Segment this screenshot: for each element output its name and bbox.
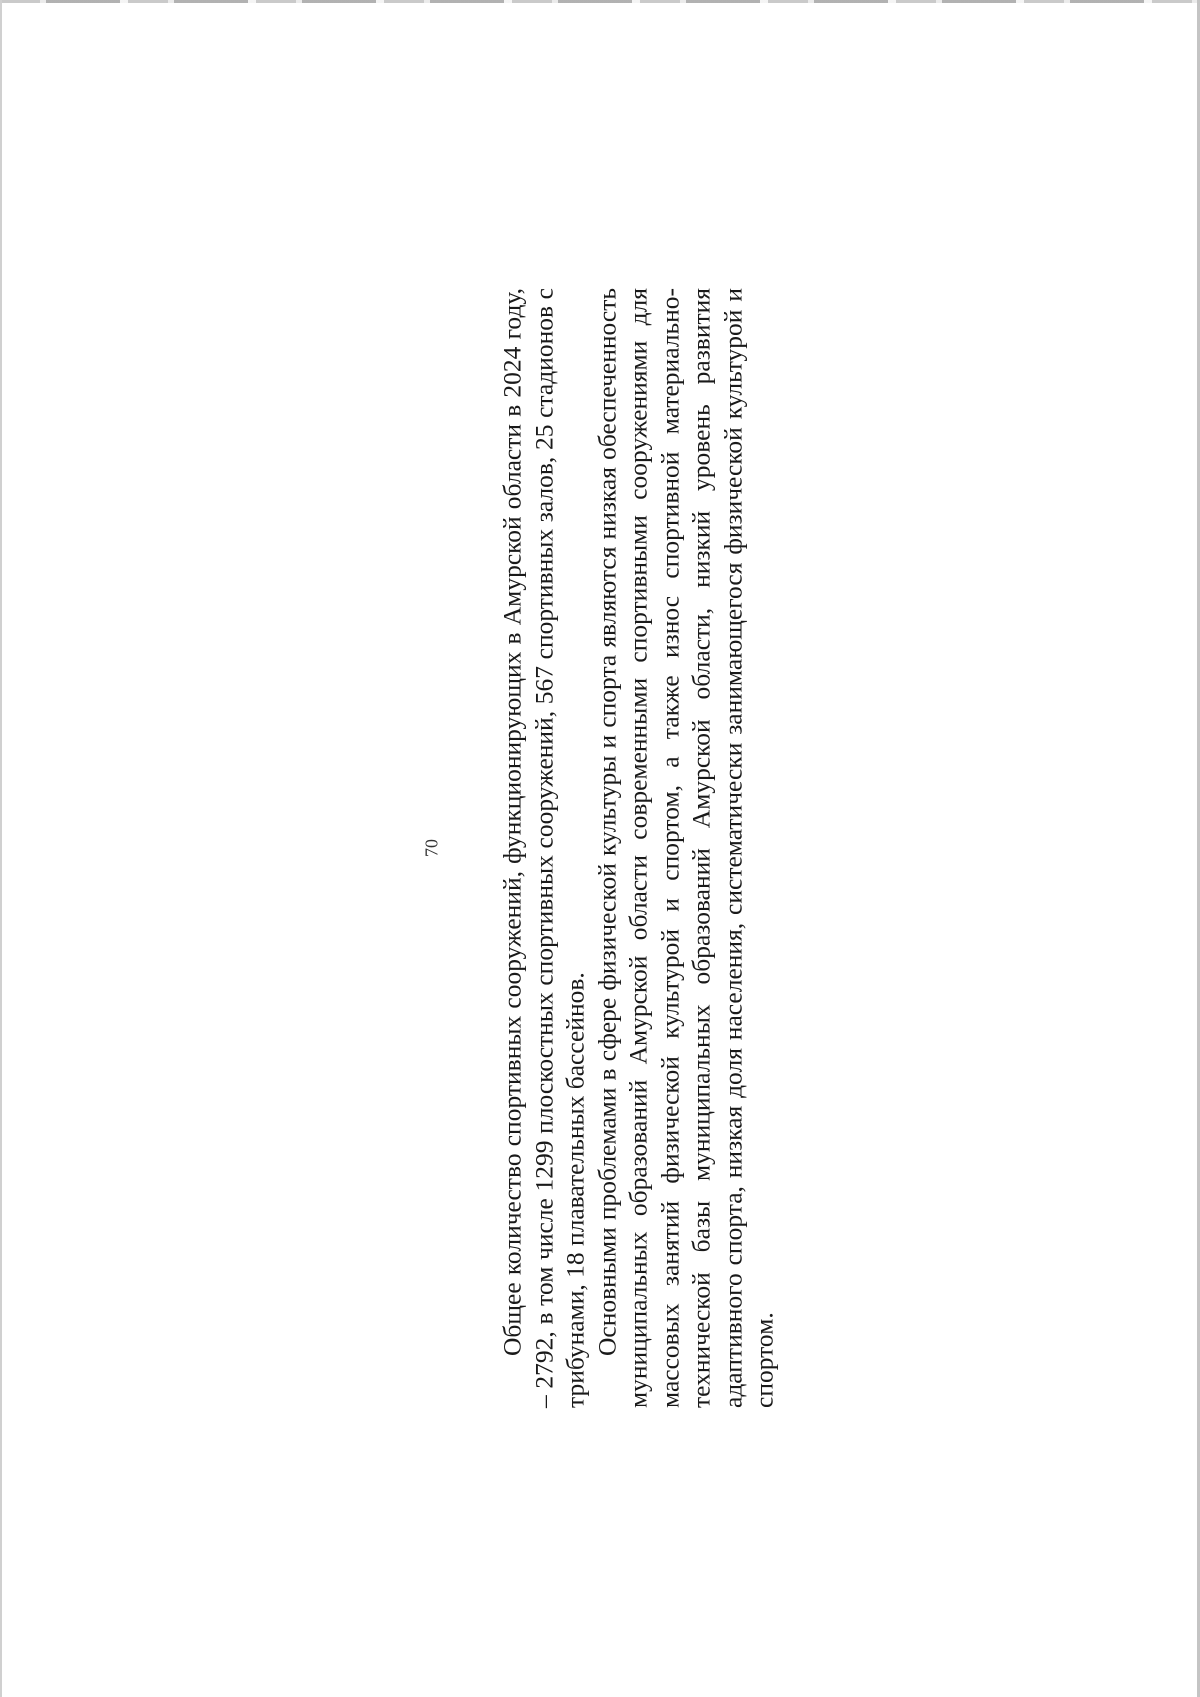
scan-edge-top (0, 0, 1200, 3)
paragraph-main-problems: Основными проблемами в сфере физической культуры и спорта являются низкая обеспеченность муниципальных образований Амурской области современными спортивными сооружениями для массовых занятий физической культурой и спортом, а также износ спортивной материально-технической базы муниципальных образований Амурской области, низкий уровень развития адаптивного спорта, низкая доля населения, систематически занимающегося физической культурой и спортом. (591, 288, 779, 1408)
body-text (496, 288, 780, 1408)
paragraph-facilities-count: Общее количество спортивных сооружений, функционирующих в Амурской области в 2024 году, – 2792, в том числе 1299 плоскостных спортивных сооружений, 567 спортивных залов, 25 стадионов с трибунами, 18 плавательных бассейнов. (497, 288, 590, 1408)
rotated-content (420, 128, 780, 1568)
page-number: 70 (421, 839, 442, 857)
scan-edge-left (0, 0, 2, 1697)
